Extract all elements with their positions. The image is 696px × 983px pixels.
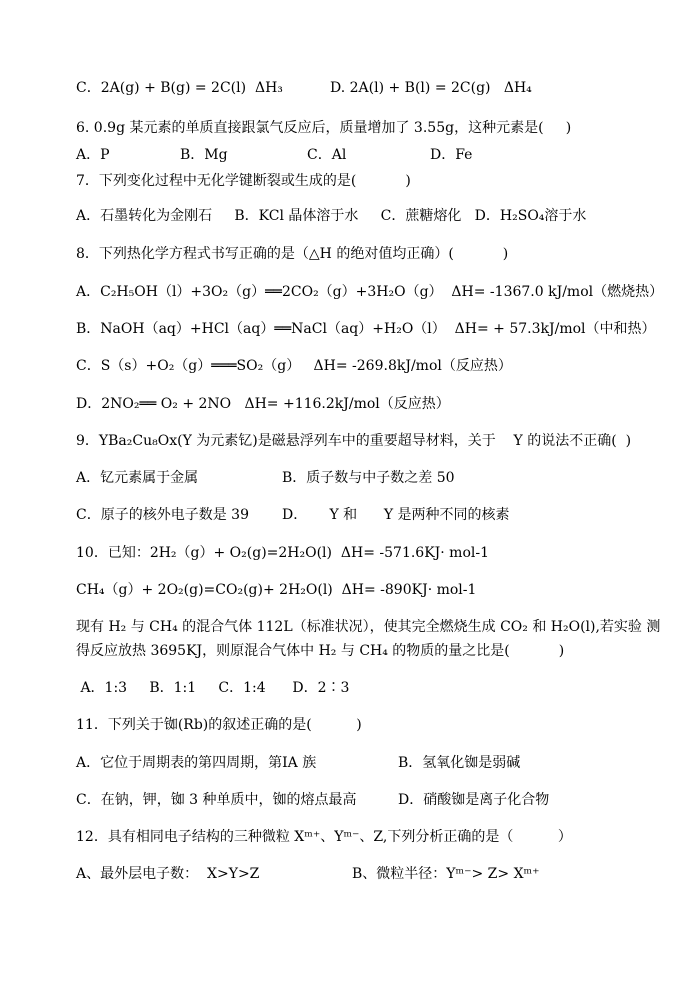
q6-stem: 6. 0.9g 某元素的单质直接跟氯气反应后，质量增加了 3.55g，这种元素是( ) — [76, 120, 572, 136]
q6-option-b: B．Mg — [180, 147, 228, 163]
q10-line-2: CH₄（g）+ 2O₂(g)=CO₂(g)+ 2H₂O(l) ΔH= -890KJ· mol-1 — [76, 582, 477, 598]
q11-option-c: C．在钠，钾，铷 3 种单质中，铷的熔点最高 — [76, 792, 357, 808]
q12-option-b: B、微粒半径：Yᵐ⁻> Z> Xᵐ⁺ — [352, 866, 540, 882]
q8-option-a: A．C₂H₅OH（l）+3O₂（g）══2CO₂（g）+3H₂O（g） ΔH= -1367.0 kJ/mol（燃烧热） — [76, 284, 664, 300]
q11-option-d: D．硝酸铷是离子化合物 — [398, 792, 550, 808]
q8-option-d: D．2NO₂══ O₂ + 2NO ΔH= +116.2kJ/mol（反应热） — [76, 396, 450, 412]
q6-option-a: A．P — [76, 147, 110, 163]
q6-option-d: D．Fe — [430, 147, 473, 163]
q9-option-c: C．原子的核外电子数是 39 — [76, 507, 249, 523]
q10-line-1: 10．已知：2H₂（g）+ O₂(g)=2H₂O(l) ΔH= -571.6KJ· mol-1 — [76, 545, 489, 561]
q10-options: A．1:3 B．1:1 C．1:4 D．2∶3 — [76, 680, 350, 696]
q8-option-b: B．NaOH（aq）+HCl（aq）══NaCl（aq）+H₂O（l） ΔH= + 57.3kJ/mol（中和热） — [76, 321, 656, 337]
q9-stem: 9．YBa₂Cu₈Ox(Y 为元素钇)是磁悬浮列车中的重要超导材料，关于 Y 的说法不正确( ) — [76, 433, 632, 449]
q7-stem: 7．下列变化过程中无化学键断裂或生成的是( ) — [76, 173, 411, 189]
q11-stem: 11．下列关于铷(Rb)的叙述正确的是( ) — [76, 717, 362, 733]
q12-option-a: A、最外层电子数： X>Y>Z — [76, 866, 260, 882]
q9-option-b: B．质子数与中子数之差 50 — [282, 470, 455, 486]
q5-option-c: C．2A(g) + B(g) = 2C(l) ΔH₃ — [76, 80, 283, 96]
q10-line-4: 得反应放热 3695KJ，则原混合气体中 H₂ 与 CH₄ 的物质的量之比是( ) — [76, 643, 565, 659]
q8-option-c: C．S（s）+O₂（g）═══SO₂（g） ΔH= -269.8kJ/mol（反应热） — [76, 358, 512, 374]
q10-line-3: 现有 H₂ 与 CH₄ 的混合气体 112L（标准状况），使其完全燃烧生成 CO₂ 和 H₂O(l),若实验 测 — [76, 619, 661, 635]
q11-option-a: A．它位于周期表的第四周期，第ⅠA 族 — [76, 755, 317, 771]
q6-option-c: C．Al — [307, 147, 347, 163]
q9-option-a: A．钇元素属于金属 — [76, 470, 199, 486]
q11-option-b: B．氢氧化铷是弱碱 — [398, 755, 521, 771]
q5-option-d: D. 2A(l) + B(l) = 2C(g) ΔH₄ — [330, 80, 532, 96]
q9-option-d: D． Y 和 Y 是两种不同的核素 — [282, 507, 510, 523]
q12-stem: 12．具有相同电子结构的三种微粒 Xᵐ⁺、Yᵐ⁻、Z,下列分析正确的是（ ） — [76, 829, 572, 845]
q7-options: A．石墨转化为金刚石 B．KCl 晶体溶于水 C．蔗糖熔化 D．H₂SO₄溶于水 — [76, 208, 587, 224]
q8-stem: 8．下列热化学方程式书写正确的是（△H 的绝对值均正确）( ) — [76, 246, 509, 262]
